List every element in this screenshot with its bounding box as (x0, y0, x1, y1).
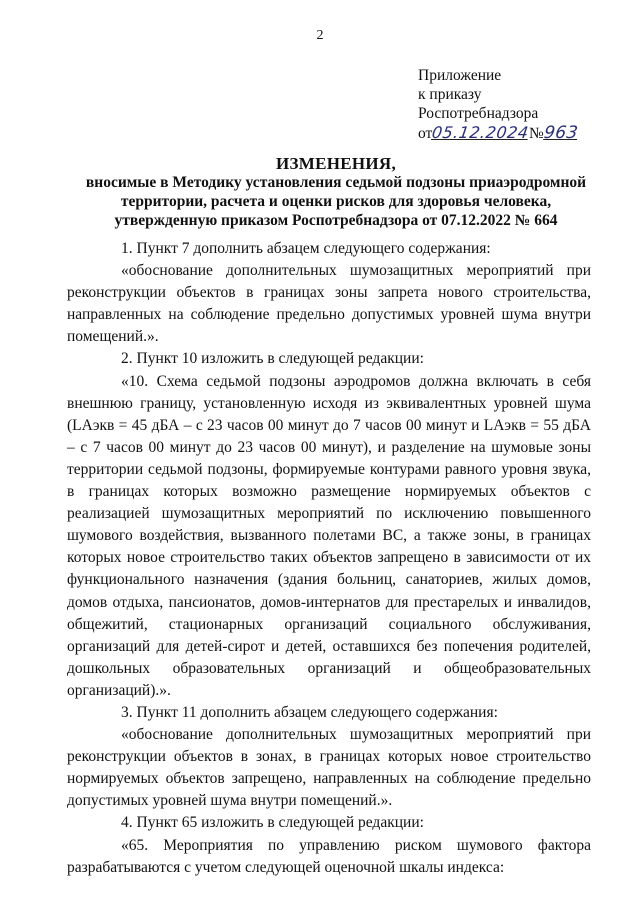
item-3-heading: 3. Пункт 11 дополнить абзацем следующего содержания: (121, 703, 498, 721)
document-heading (60, 154, 612, 230)
appendix-block (418, 66, 578, 143)
from-prefix: от (418, 125, 433, 142)
appendix-line-1: Приложение (418, 67, 502, 84)
heading-line-2: территории, расчета и оценки рисков для здоровья человека, (120, 193, 552, 210)
appendix-line-3: Роспотребнадзора (418, 105, 539, 122)
item-1-text: «обоснование дополнительных шумозащитных мероприятий при реконструкции объектов в границах зоны запрета нового строительства, направленных на соблюдение предельно допустимых уровней шума внутри помещений.». (67, 262, 591, 346)
heading-title: ИЗМЕНЕНИЯ, (275, 154, 397, 173)
number-prefix: № (528, 125, 544, 142)
document-body (67, 238, 591, 879)
item-3-text: «обоснование дополнительных шумозащитных мероприятий при реконструкции объектов в зонах, в границах которых новое строительство нормируемых объектов запрещено, направленных на соблюдение предельно допустимых уровней шума внутри помещений.». (67, 726, 591, 810)
item-4-heading: 4. Пункт 65 изложить в следующей редакции: (121, 814, 424, 832)
handwritten-date: 05.12.2024 (430, 123, 531, 142)
item-2-text: «10. Схема седьмой подзоны аэродромов должна включать в себя внешнюю границу, установленную исходя из эквивалентных уровней шума (LAэкв = 45 дБА – с 23 часов 00 минут до 7 часов 00 минут и LAэкв = 55 дБА – с 7 часов 00 минут до 23 часов 00 минут), и разделение на шумовые зоны территории седьмой подзоны, формируемые контурами равного уровня звука, в границах которых возможно размещение нормируемых объектов с реализацией шумозащитных мероприятий по исключению повышенного шумового воздействия, вызванного полетами ВС, а также зоны, в границах которых новое строительство таких объектов запрещено в зависимости от их функционального назначения (здания больниц, санаториев, жилых домов, домов отдыха, пансионатов, домов-интернатов для престарелых и инвалидов, общежитий, стационарных организаций социального обслуживания, организаций для детей-сирот и детей, оставшихся без попечения родителей, дошкольных образовательных организаций и общеобразовательных организаций).». (67, 372, 591, 699)
handwritten-number: 963 (542, 123, 580, 143)
heading-line-1: вносимые в Методику установления седьмой подзоны приаэродромной (85, 174, 587, 191)
item-1-heading: 1. Пункт 7 дополнить абзацем следующего содержания: (121, 240, 491, 257)
page-number: 2 (316, 28, 324, 43)
appendix-line-2: к приказу (418, 86, 482, 103)
item-2-heading: 2. Пункт 10 изложить в следующей редакции: (121, 350, 424, 368)
item-4-text: «65. Мероприятия по управлению риском шумового фактора разрабатываются с учетом следующей оценочной шкалы индекса: (67, 836, 591, 876)
appendix-date-line (418, 123, 578, 143)
heading-line-3: утвержденную приказом Роспотребнадзора от 07.12.2022 № 664 (114, 212, 558, 229)
